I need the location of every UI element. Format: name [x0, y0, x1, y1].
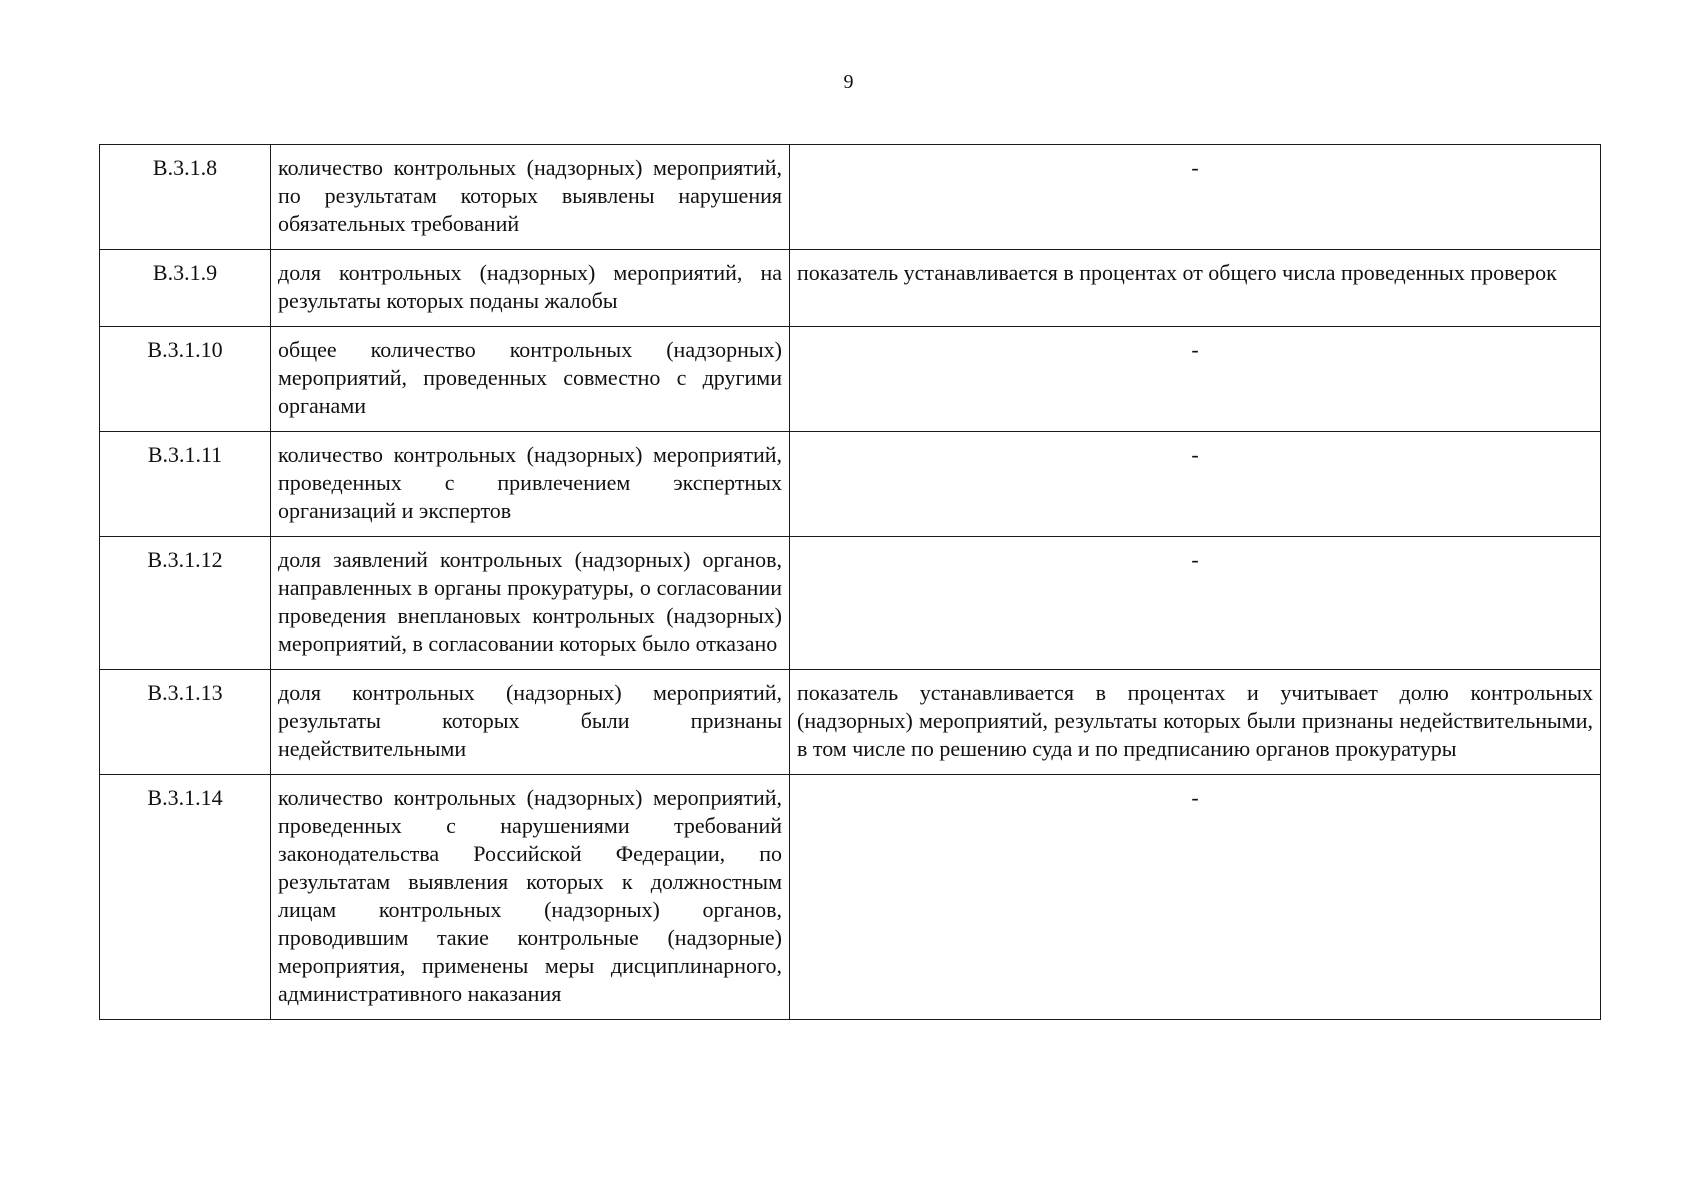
- table-row: [100, 250, 1601, 327]
- indicator-name: количество контрольных (надзорных) мероприятий, по результатам которых выявлены нарушения обязательных требований: [271, 145, 790, 250]
- indicator-note: показатель устанавливается в процентах и учитывает долю контрольных (надзорных) мероприятий, результаты которых были признаны недействительными, в том числе по решению суда и по предписанию органов прокуратуры: [790, 670, 1601, 775]
- table-row: [100, 327, 1601, 432]
- indicator-name: доля контрольных (надзорных) мероприятий, результаты которых были признаны недействительными: [271, 670, 790, 775]
- indicator-note: -: [790, 327, 1601, 432]
- table-row: [100, 670, 1601, 775]
- indicator-note: -: [790, 537, 1601, 670]
- indicator-note: -: [790, 432, 1601, 537]
- indicator-name: общее количество контрольных (надзорных) мероприятий, проведенных совместно с другими органами: [271, 327, 790, 432]
- table-row: [100, 775, 1601, 1020]
- indicator-code: В.3.1.8: [100, 145, 271, 250]
- indicator-code: В.3.1.9: [100, 250, 271, 327]
- indicator-code: В.3.1.12: [100, 537, 271, 670]
- table-row: [100, 145, 1601, 250]
- page-number: 9: [843, 71, 854, 93]
- indicator-note: -: [790, 145, 1601, 250]
- indicators-table: [99, 144, 1601, 1020]
- indicator-code: В.3.1.10: [100, 327, 271, 432]
- indicator-code: В.3.1.11: [100, 432, 271, 537]
- indicator-note: показатель устанавливается в процентах от общего числа проведенных проверок: [790, 250, 1601, 327]
- indicator-code: В.3.1.13: [100, 670, 271, 775]
- indicator-name: количество контрольных (надзорных) мероприятий, проведенных с нарушениями требований законодательства Российской Федерации, по результатам выявления которых к должностным лицам контрольных (надзорных) органов, проводившим такие контрольные (надзорные) мероприятия, применены меры дисциплинарного, административного наказания: [271, 775, 790, 1020]
- table-row: [100, 432, 1601, 537]
- table-row: [100, 537, 1601, 670]
- indicator-name: доля заявлений контрольных (надзорных) органов, направленных в органы прокуратуры, о согласовании проведения внеплановых контрольных (надзорных) мероприятий, в согласовании которых было отказано: [271, 537, 790, 670]
- indicator-note: -: [790, 775, 1601, 1020]
- indicator-code: В.3.1.14: [100, 775, 271, 1020]
- indicator-name: доля контрольных (надзорных) мероприятий, на результаты которых поданы жалобы: [271, 250, 790, 327]
- indicator-name: количество контрольных (надзорных) мероприятий, проведенных с привлечением экспертных организаций и экспертов: [271, 432, 790, 537]
